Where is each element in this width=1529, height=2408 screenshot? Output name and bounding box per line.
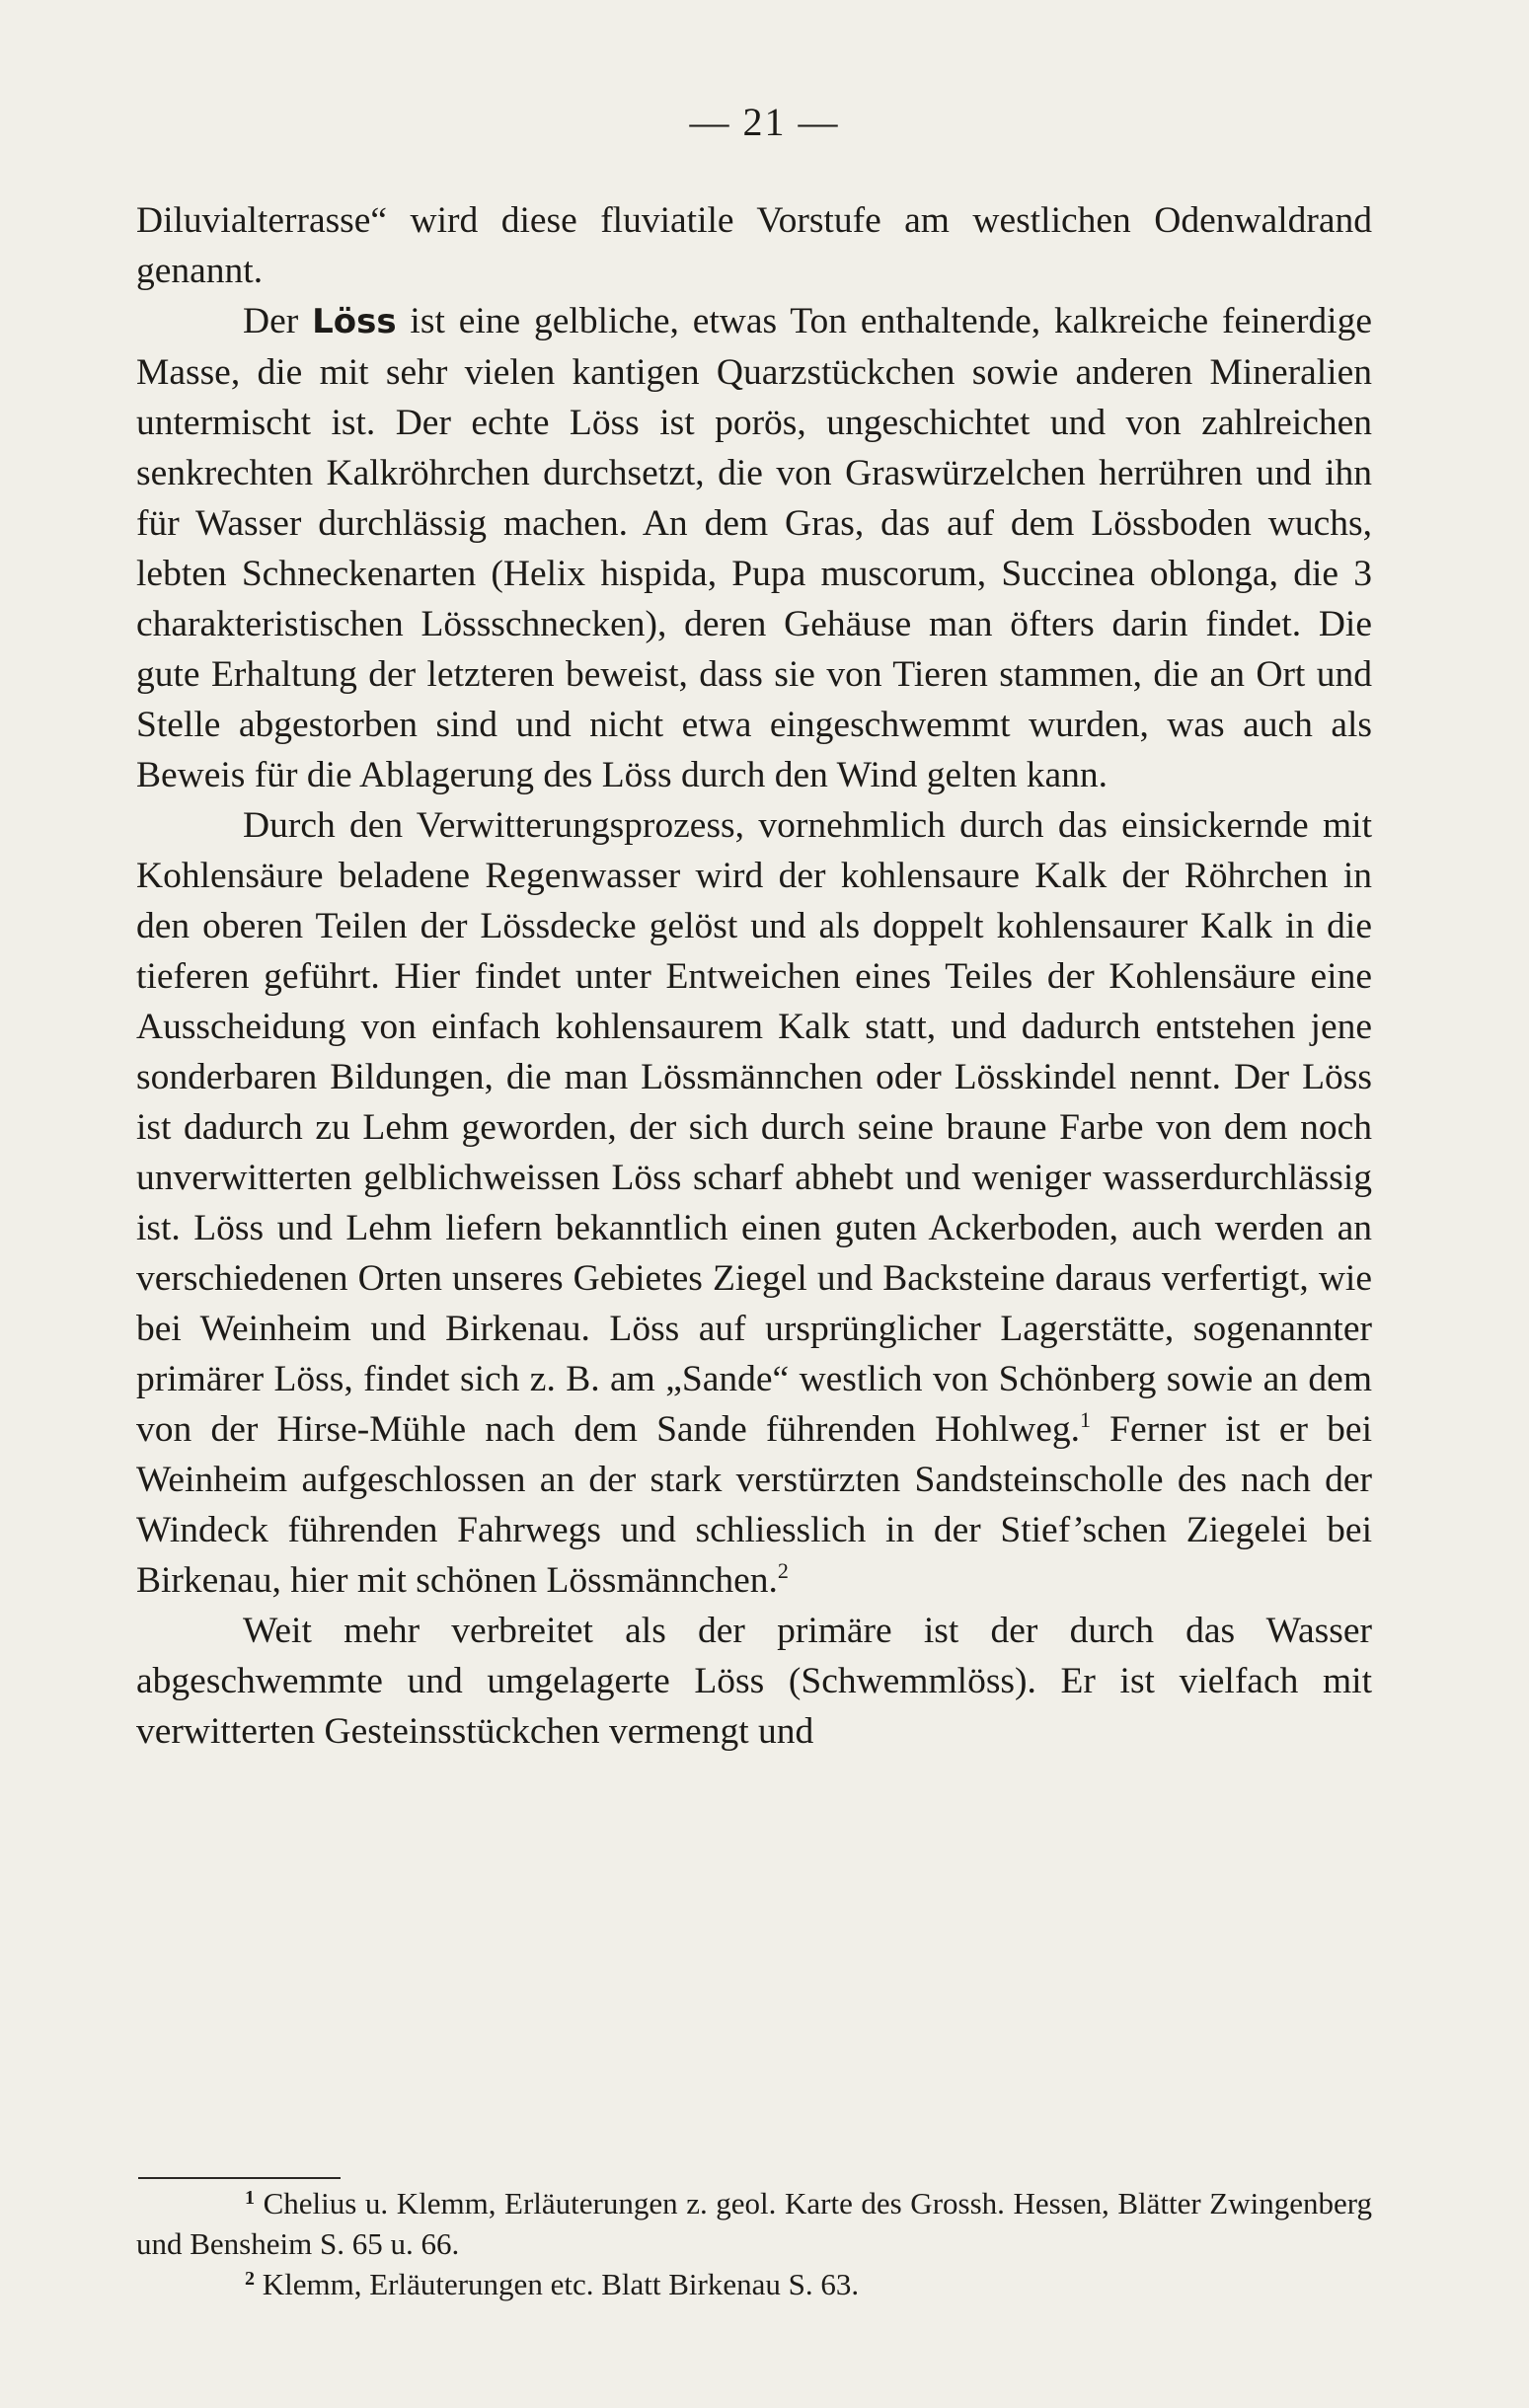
paragraph-text: Durch den Verwitterungsprozess, vornehmlich durch das einsickernde mit Kohlensäure beladene Regenwasser wird der kohlensaure Kalk der Röhrchen in den oberen Teilen der Lössdecke gelöst und als doppelt kohlensaurer Kalk in die tieferen geführt. Hier findet unter Entweichen eines Teiles der Kohlensäure eine Ausscheidung von einfach kohlensaurem Kalk statt, und dadurch entstehen jene sonderbaren Bildungen, die man Lössmännchen oder Lösskindel nennt. Der Löss ist dadurch zu Lehm geworden, der sich durch seine braune Farbe von dem noch unverwitterten gelblichweissen Löss scharf abhebt und weniger wasserdurchlässig ist. Löss und Lehm liefern bekanntlich einen guten Ackerboden, auch werden an verschiedenen Orten unseres Gebietes Ziegel und Backsteine daraus verfertigt, wie bei Weinheim und Birkenau. Löss auf ursprünglicher Lagerstätte, sogenannter primärer Löss, findet sich z. B. am „Sande“ westlich von Schönberg sowie an dem von der Hirse-Mühle nach dem Sande führenden Hohlweg.	[136, 805, 1372, 1450]
paragraph	[136, 296, 1372, 800]
footnote-marker: 1	[245, 2187, 255, 2209]
paragraph-text: Weit mehr verbreitet als der primäre ist der durch das Wasser abgeschwemmte und umgelagerte Löss (Schwemmlöss). Er ist vielfach mit verwitterten Gesteinsstückchen vermengt und	[136, 1611, 1372, 1752]
page-number: — 21 —	[689, 100, 840, 144]
footnote-marker: 2	[245, 2268, 255, 2290]
footnote-reference[interactable]: 2	[777, 1558, 789, 1583]
paragraph	[136, 1606, 1372, 1757]
paragraph-text: Ferner ist er bei Weinheim aufgeschlossen an der stark verstürzten Sandsteinscholle des nach der Windeck führenden Fahrwegs und schliesslich in der Stief’schen Ziegelei bei Birkenau, hier mit schönen Lössmännchen.	[136, 1409, 1372, 1601]
footnote-divider	[138, 2177, 341, 2179]
footnotes	[136, 2183, 1372, 2304]
body-text	[136, 195, 1372, 1757]
paragraph-text: Diluvialterrasse“ wird diese fluviatile Vorstufe am westlichen Odenwaldrand genannt.	[136, 200, 1372, 291]
footnote-text: Chelius u. Klemm, Erläuterungen z. geol. Karte des Grossh. Hessen, Blätter Zwingenberg und Bensheim S. 65 u. 66.	[136, 2186, 1372, 2261]
paragraph	[136, 195, 1372, 296]
footnote-reference[interactable]: 1	[1079, 1407, 1091, 1432]
paragraph-text: Der	[243, 301, 313, 341]
footnote	[136, 2264, 1372, 2304]
footnote-text: Klemm, Erläuterungen etc. Blatt Birkenau S. 63.	[255, 2267, 860, 2301]
paragraph-text: ist eine gelbliche, etwas Ton enthaltende, kalkreiche feinerdige Masse, die mit sehr vielen kantigen Quarzstückchen sowie anderen Mineralien untermischt ist. Der echte Löss ist porös, ungeschichtet und von zahlreichen senkrechten Kalkröhrchen durchsetzt, die von Graswürzelchen herrühren und ihn für Wasser durchlässig machen. An dem Gras, das auf dem Lössboden wuchs, lebten Schneckenarten (Helix hispida, Pupa muscorum, Succinea oblonga, die 3 charakteristischen Lössschnecken), deren Gehäuse man öfters darin findet. Die gute Erhaltung der letzteren beweist, dass sie von Tieren stammen, die an Ort und Stelle abgestorben sind und nicht etwa eingeschwemmt wurden, was auch als Beweis für die Ablagerung des Löss durch den Wind gelten kann.	[136, 301, 1372, 795]
emphasized-term: Löss	[312, 302, 397, 341]
footnote	[136, 2183, 1372, 2264]
paragraph	[136, 800, 1372, 1606]
